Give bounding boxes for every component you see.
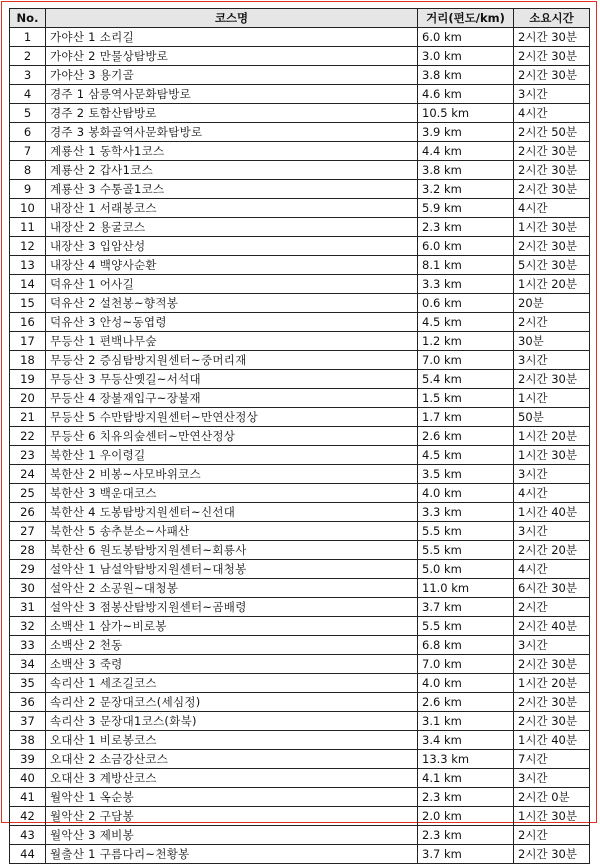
table-row xyxy=(10,332,590,351)
cell-time: 3시간 xyxy=(514,769,590,788)
cell-time: 30분 xyxy=(514,332,590,351)
table-row xyxy=(10,655,590,674)
cell-no: 34 xyxy=(10,655,46,674)
cell-no: 3 xyxy=(10,66,46,85)
cell-time: 2시간 30분 xyxy=(514,28,590,47)
cell-no: 16 xyxy=(10,313,46,332)
cell-time: 20분 xyxy=(514,294,590,313)
cell-course-name: 계룡산 2 갑사1코스 xyxy=(46,161,418,180)
cell-time: 5시간 30분 xyxy=(514,256,590,275)
cell-time: 1시간 20분 xyxy=(514,427,590,446)
cell-time: 2시간 20분 xyxy=(514,541,590,560)
cell-distance: 4.6 km xyxy=(418,85,514,104)
table-row xyxy=(10,104,590,123)
cell-distance: 2.3 km xyxy=(418,826,514,845)
table-row xyxy=(10,636,590,655)
cell-distance: 2.0 km xyxy=(418,807,514,826)
cell-course-name: 계룡산 1 동학사1코스 xyxy=(46,142,418,161)
table-row xyxy=(10,579,590,598)
cell-no: 1 xyxy=(10,28,46,47)
cell-course-name: 무등산 3 무등산옛길~서석대 xyxy=(46,370,418,389)
cell-time: 2시간 30분 xyxy=(514,161,590,180)
cell-course-name: 속리산 3 문장대1코스(화북) xyxy=(46,712,418,731)
cell-course-name: 월출산 1 구름다리~천황봉 xyxy=(46,845,418,864)
cell-distance: 3.4 km xyxy=(418,731,514,750)
cell-time: 3시간 xyxy=(514,351,590,370)
cell-time: 2시간 30분 xyxy=(514,693,590,712)
table-row xyxy=(10,313,590,332)
table-row xyxy=(10,674,590,693)
cell-no: 40 xyxy=(10,769,46,788)
table-row xyxy=(10,218,590,237)
cell-no: 31 xyxy=(10,598,46,617)
table-row xyxy=(10,484,590,503)
cell-distance: 3.5 km xyxy=(418,465,514,484)
course-table xyxy=(9,8,590,864)
cell-distance: 3.2 km xyxy=(418,180,514,199)
cell-no: 30 xyxy=(10,579,46,598)
cell-distance: 4.0 km xyxy=(418,674,514,693)
cell-no: 13 xyxy=(10,256,46,275)
cell-course-name: 덕유산 3 안성~동엽령 xyxy=(46,313,418,332)
cell-course-name: 속리산 2 문장대코스(세심정) xyxy=(46,693,418,712)
table-row xyxy=(10,769,590,788)
cell-course-name: 소백산 3 죽령 xyxy=(46,655,418,674)
cell-time: 2시간 40분 xyxy=(514,617,590,636)
cell-time: 2시간 xyxy=(514,826,590,845)
cell-time: 4시간 xyxy=(514,560,590,579)
cell-time: 1시간 20분 xyxy=(514,275,590,294)
cell-time: 4시간 xyxy=(514,484,590,503)
table-row xyxy=(10,522,590,541)
table-row xyxy=(10,845,590,864)
cell-distance: 4.5 km xyxy=(418,446,514,465)
table-row xyxy=(10,693,590,712)
cell-distance: 5.9 km xyxy=(418,199,514,218)
table-row xyxy=(10,465,590,484)
cell-distance: 4.0 km xyxy=(418,484,514,503)
cell-time: 2시간 xyxy=(514,598,590,617)
table-row xyxy=(10,731,590,750)
document-frame xyxy=(1,1,597,861)
cell-time: 2시간 30분 xyxy=(514,142,590,161)
table-row xyxy=(10,256,590,275)
cell-no: 36 xyxy=(10,693,46,712)
cell-course-name: 내장산 4 백양사순환 xyxy=(46,256,418,275)
cell-distance: 2.3 km xyxy=(418,218,514,237)
cell-time: 3시간 xyxy=(514,465,590,484)
table-row xyxy=(10,370,590,389)
cell-time: 1시간 30분 xyxy=(514,218,590,237)
cell-no: 10 xyxy=(10,199,46,218)
cell-course-name: 월악산 1 옥순봉 xyxy=(46,788,418,807)
cell-distance: 8.1 km xyxy=(418,256,514,275)
cell-distance: 5.0 km xyxy=(418,560,514,579)
table-row xyxy=(10,408,590,427)
cell-time: 1시간 30분 xyxy=(514,807,590,826)
cell-distance: 4.5 km xyxy=(418,313,514,332)
cell-course-name: 무등산 5 수만탐방지원센터~만연산정상 xyxy=(46,408,418,427)
cell-course-name: 경주 3 봉화골역사문화탐방로 xyxy=(46,123,418,142)
cell-no: 5 xyxy=(10,104,46,123)
cell-time: 4시간 xyxy=(514,104,590,123)
cell-time: 1시간 20분 xyxy=(514,674,590,693)
cell-time: 2시간 30분 xyxy=(514,712,590,731)
table-row xyxy=(10,712,590,731)
cell-course-name: 경주 2 토함산탐방로 xyxy=(46,104,418,123)
cell-course-name: 속리산 1 세조길코스 xyxy=(46,674,418,693)
cell-distance: 2.6 km xyxy=(418,427,514,446)
table-row xyxy=(10,199,590,218)
cell-course-name: 설악산 1 남설악탐방지원센터~대청봉 xyxy=(46,560,418,579)
cell-no: 28 xyxy=(10,541,46,560)
cell-distance: 10.5 km xyxy=(418,104,514,123)
table-row xyxy=(10,47,590,66)
cell-distance: 3.3 km xyxy=(418,503,514,522)
cell-time: 2시간 50분 xyxy=(514,123,590,142)
cell-no: 22 xyxy=(10,427,46,446)
cell-course-name: 설악산 2 소공원~대청봉 xyxy=(46,579,418,598)
cell-no: 8 xyxy=(10,161,46,180)
table-row xyxy=(10,788,590,807)
cell-no: 25 xyxy=(10,484,46,503)
cell-distance: 3.9 km xyxy=(418,123,514,142)
header-time: 소요시간 xyxy=(514,9,590,28)
table-body xyxy=(10,28,590,864)
table-row xyxy=(10,617,590,636)
table-row xyxy=(10,142,590,161)
cell-no: 19 xyxy=(10,370,46,389)
cell-distance: 0.6 km xyxy=(418,294,514,313)
cell-no: 24 xyxy=(10,465,46,484)
cell-no: 18 xyxy=(10,351,46,370)
cell-distance: 6.0 km xyxy=(418,237,514,256)
cell-course-name: 오대산 1 비로봉코스 xyxy=(46,731,418,750)
table-row xyxy=(10,180,590,199)
cell-time: 2시간 30분 xyxy=(514,370,590,389)
table-row xyxy=(10,389,590,408)
cell-distance: 3.3 km xyxy=(418,275,514,294)
cell-course-name: 오대산 3 계방산코스 xyxy=(46,769,418,788)
cell-time: 3시간 xyxy=(514,522,590,541)
cell-time: 1시간 40분 xyxy=(514,731,590,750)
cell-course-name: 무등산 1 편백나무숲 xyxy=(46,332,418,351)
cell-distance: 4.1 km xyxy=(418,769,514,788)
cell-course-name: 북한산 5 송추분소~사패산 xyxy=(46,522,418,541)
cell-course-name: 덕유산 2 설천봉~향적봉 xyxy=(46,294,418,313)
cell-course-name: 내장산 3 입암산성 xyxy=(46,237,418,256)
cell-no: 38 xyxy=(10,731,46,750)
cell-no: 32 xyxy=(10,617,46,636)
table-row xyxy=(10,294,590,313)
table-row xyxy=(10,85,590,104)
cell-no: 14 xyxy=(10,275,46,294)
cell-course-name: 내장산 1 서래봉코스 xyxy=(46,199,418,218)
cell-distance: 6.0 km xyxy=(418,28,514,47)
cell-course-name: 북한산 6 원도봉탐방지원센터~회룡사 xyxy=(46,541,418,560)
cell-distance: 5.5 km xyxy=(418,522,514,541)
cell-time: 2시간 30분 xyxy=(514,66,590,85)
cell-time: 3시간 xyxy=(514,85,590,104)
cell-time: 50분 xyxy=(514,408,590,427)
cell-course-name: 북한산 4 도봉탐방지원센터~신선대 xyxy=(46,503,418,522)
cell-course-name: 북한산 1 우이령길 xyxy=(46,446,418,465)
cell-distance: 3.7 km xyxy=(418,598,514,617)
cell-time: 1시간 xyxy=(514,389,590,408)
cell-no: 33 xyxy=(10,636,46,655)
cell-no: 29 xyxy=(10,560,46,579)
table-row xyxy=(10,161,590,180)
table-row xyxy=(10,446,590,465)
cell-time: 2시간 30분 xyxy=(514,237,590,256)
cell-course-name: 가야산 3 용기골 xyxy=(46,66,418,85)
cell-time: 2시간 30분 xyxy=(514,47,590,66)
cell-no: 26 xyxy=(10,503,46,522)
cell-distance: 2.6 km xyxy=(418,693,514,712)
cell-no: 7 xyxy=(10,142,46,161)
table-row xyxy=(10,427,590,446)
cell-course-name: 소백산 1 삼가~비로봉 xyxy=(46,617,418,636)
table-row xyxy=(10,66,590,85)
cell-course-name: 덕유산 1 어사길 xyxy=(46,275,418,294)
cell-course-name: 가야산 2 만물상탐방로 xyxy=(46,47,418,66)
cell-distance: 5.5 km xyxy=(418,617,514,636)
header-course-name: 코스명 xyxy=(46,9,418,28)
cell-course-name: 무등산 6 치유의숲센터~만연산정상 xyxy=(46,427,418,446)
table-row xyxy=(10,807,590,826)
table-row xyxy=(10,275,590,294)
header-distance: 거리(편도/km) xyxy=(418,9,514,28)
table-row xyxy=(10,503,590,522)
cell-distance: 1.2 km xyxy=(418,332,514,351)
cell-course-name: 가야산 1 소리길 xyxy=(46,28,418,47)
cell-distance: 4.4 km xyxy=(418,142,514,161)
cell-distance: 3.8 km xyxy=(418,161,514,180)
cell-course-name: 무등산 4 장불재입구~장불재 xyxy=(46,389,418,408)
cell-time: 2시간 xyxy=(514,313,590,332)
cell-course-name: 월악산 2 구담봉 xyxy=(46,807,418,826)
cell-course-name: 소백산 2 천동 xyxy=(46,636,418,655)
cell-no: 44 xyxy=(10,845,46,864)
cell-course-name: 월악산 3 제비봉 xyxy=(46,826,418,845)
table-row xyxy=(10,598,590,617)
table-row xyxy=(10,541,590,560)
cell-no: 17 xyxy=(10,332,46,351)
cell-no: 20 xyxy=(10,389,46,408)
cell-distance: 7.0 km xyxy=(418,655,514,674)
cell-distance: 1.7 km xyxy=(418,408,514,427)
cell-distance: 7.0 km xyxy=(418,351,514,370)
cell-time: 2시간 0분 xyxy=(514,788,590,807)
table-row xyxy=(10,560,590,579)
cell-time: 2시간 30분 xyxy=(514,180,590,199)
cell-time: 1시간 30분 xyxy=(514,446,590,465)
cell-no: 43 xyxy=(10,826,46,845)
cell-time: 2시간 30분 xyxy=(514,845,590,864)
cell-time: 2시간 30분 xyxy=(514,655,590,674)
table-row xyxy=(10,28,590,47)
cell-course-name: 북한산 3 백운대코스 xyxy=(46,484,418,503)
table-header-row xyxy=(10,9,590,28)
cell-distance: 1.5 km xyxy=(418,389,514,408)
cell-distance: 6.8 km xyxy=(418,636,514,655)
cell-distance: 5.4 km xyxy=(418,370,514,389)
cell-no: 9 xyxy=(10,180,46,199)
cell-no: 11 xyxy=(10,218,46,237)
table-row xyxy=(10,123,590,142)
cell-distance: 3.1 km xyxy=(418,712,514,731)
cell-distance: 11.0 km xyxy=(418,579,514,598)
cell-course-name: 오대산 2 소금강산코스 xyxy=(46,750,418,769)
cell-course-name: 내장산 2 용굴코스 xyxy=(46,218,418,237)
cell-time: 3시간 xyxy=(514,636,590,655)
cell-no: 23 xyxy=(10,446,46,465)
cell-distance: 2.3 km xyxy=(418,788,514,807)
cell-no: 4 xyxy=(10,85,46,104)
cell-no: 27 xyxy=(10,522,46,541)
cell-no: 15 xyxy=(10,294,46,313)
cell-distance: 3.0 km xyxy=(418,47,514,66)
cell-no: 21 xyxy=(10,408,46,427)
cell-course-name: 무등산 2 증심탐방지원센터~중머리재 xyxy=(46,351,418,370)
cell-no: 37 xyxy=(10,712,46,731)
cell-no: 41 xyxy=(10,788,46,807)
cell-time: 7시간 xyxy=(514,750,590,769)
cell-no: 42 xyxy=(10,807,46,826)
table-row xyxy=(10,351,590,370)
cell-distance: 5.5 km xyxy=(418,541,514,560)
table-row xyxy=(10,826,590,845)
header-no: No. xyxy=(10,9,46,28)
cell-time: 6시간 30분 xyxy=(514,579,590,598)
cell-distance: 13.3 km xyxy=(418,750,514,769)
cell-no: 39 xyxy=(10,750,46,769)
cell-no: 2 xyxy=(10,47,46,66)
cell-distance: 3.8 km xyxy=(418,66,514,85)
cell-no: 6 xyxy=(10,123,46,142)
cell-course-name: 경주 1 삼릉역사문화탐방로 xyxy=(46,85,418,104)
table-row xyxy=(10,750,590,769)
cell-no: 35 xyxy=(10,674,46,693)
cell-time: 1시간 40분 xyxy=(514,503,590,522)
cell-course-name: 북한산 2 비봉~사모바위코스 xyxy=(46,465,418,484)
cell-time: 4시간 xyxy=(514,199,590,218)
cell-course-name: 계룡산 3 수통골1코스 xyxy=(46,180,418,199)
cell-course-name: 설악산 3 점봉산탐방지원센터~곰배령 xyxy=(46,598,418,617)
cell-distance: 3.7 km xyxy=(418,845,514,864)
cell-no: 12 xyxy=(10,237,46,256)
table-row xyxy=(10,237,590,256)
